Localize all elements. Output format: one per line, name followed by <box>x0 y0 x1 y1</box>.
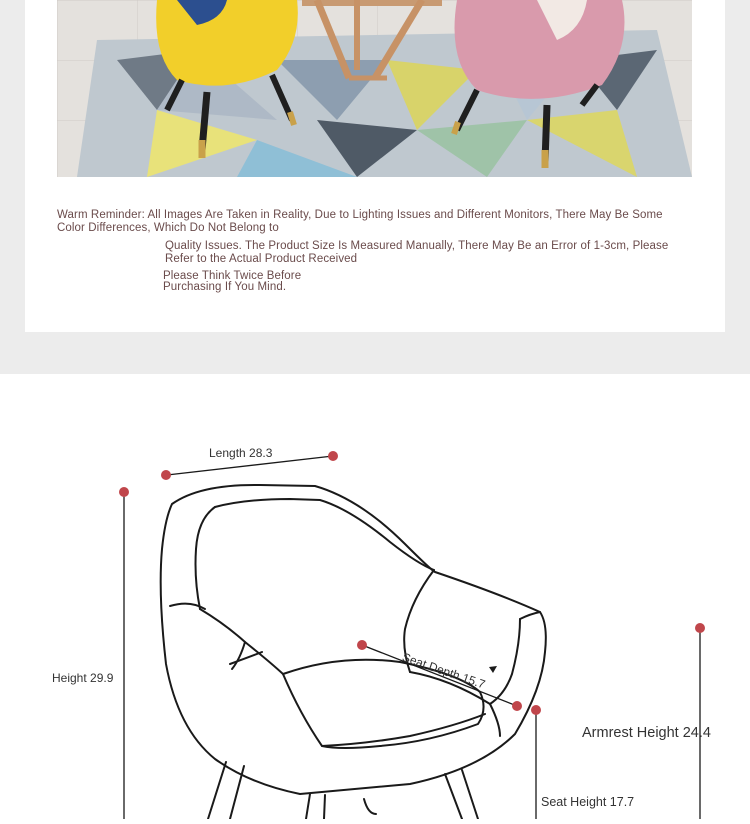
warm-reminder-line-2: Color Differences, Which Do Not Belong to <box>57 222 279 234</box>
seat-depth-arrow-icon <box>489 666 497 673</box>
seat-height-label: Seat Height 17.7 <box>541 795 635 809</box>
height-label: Height 29.9 <box>52 671 114 685</box>
warm-reminder-line-3: Quality Issues. The Product Size Is Measured Manually, There May Be an Error of 1-3cm, Please <box>165 240 669 252</box>
seat-depth-label: Seat Depth 15.7 <box>400 650 488 692</box>
length-label: Length 28.3 <box>209 446 273 460</box>
chair-dimension-diagram <box>0 374 750 819</box>
chair-outline-drawing <box>161 485 546 819</box>
dimension-markers <box>119 451 705 715</box>
warm-reminder-line-6: Purchasing If You Mind. <box>163 281 287 293</box>
warm-reminder-line-5: Please Think Twice Before <box>163 270 302 282</box>
warm-reminder-line-1: Warm Reminder: All Images Are Taken in Reality, Due to Lighting Issues and Different Monitors, There May Be Some <box>57 209 663 221</box>
chairs-product-photo <box>57 0 692 177</box>
warm-reminder-line-4: Refer to the Actual Product Received <box>165 253 358 265</box>
armrest-height-label: Armrest Height 24.4 <box>582 725 711 741</box>
